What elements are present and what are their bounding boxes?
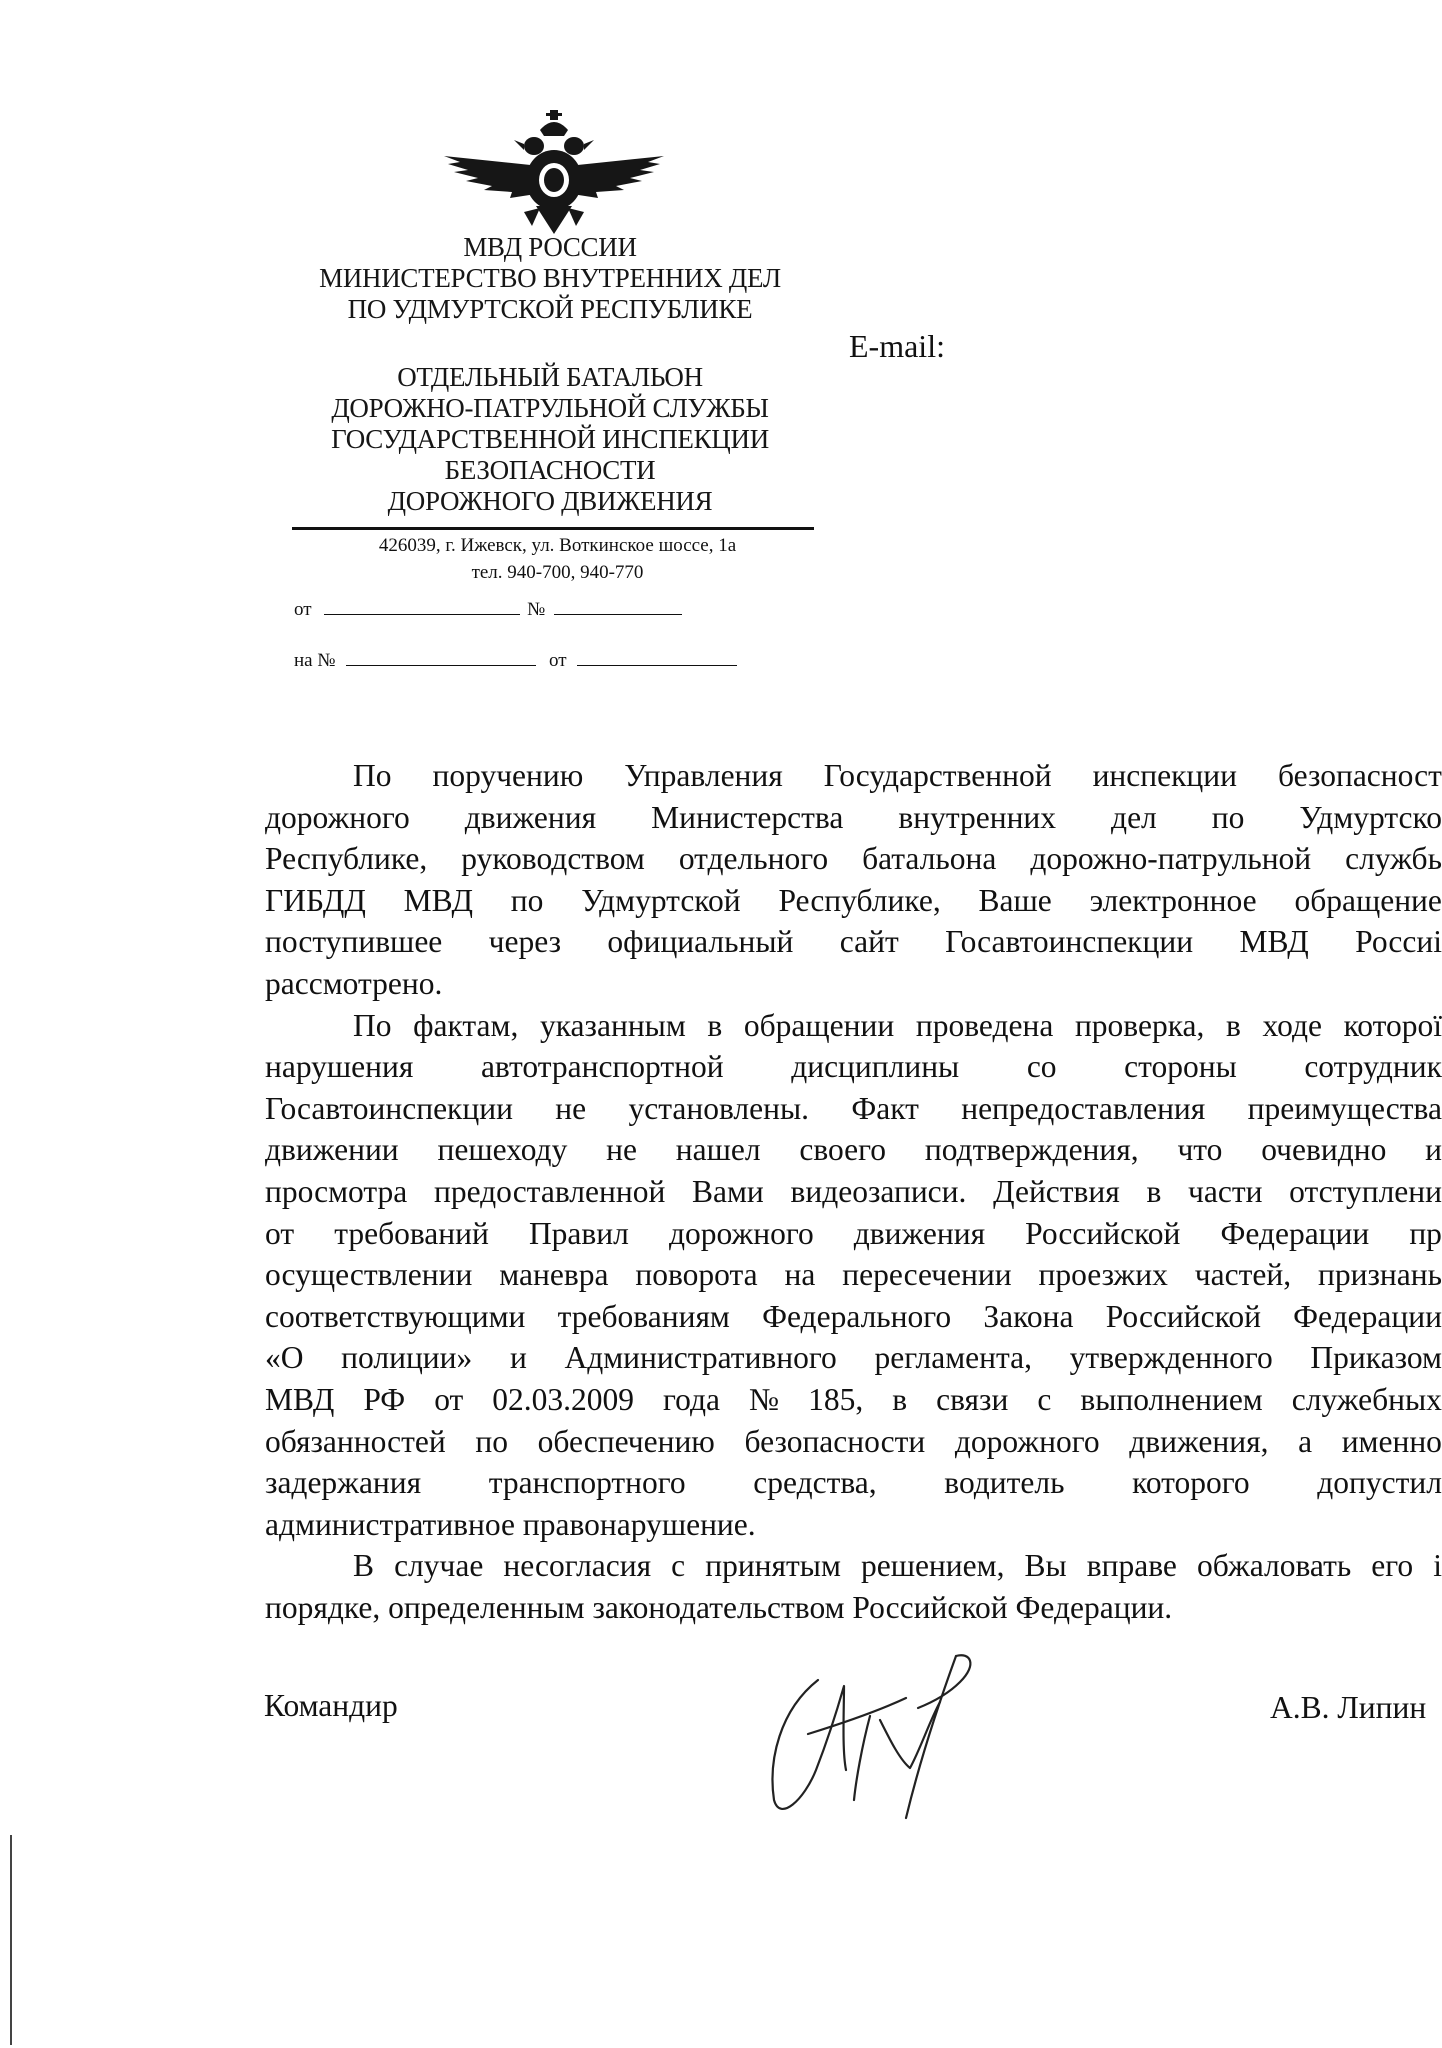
body-word: стороны <box>1124 1049 1237 1085</box>
body-line <box>265 1088 1442 1130</box>
body-word: подтверждения, <box>924 1132 1139 1168</box>
body-word: транспортного <box>488 1465 686 1501</box>
ref-on-line <box>294 647 737 673</box>
body-word: в <box>1226 1007 1241 1043</box>
body-word: с <box>671 1548 686 1584</box>
body-word: «О <box>265 1340 304 1376</box>
body-word: Закона <box>983 1298 1074 1334</box>
body-word: Удмуртско <box>1299 799 1442 835</box>
body-word: отступлени <box>1289 1173 1442 1209</box>
phone: тел. 940-700, 940-770 <box>471 562 644 583</box>
body-word: со <box>1026 1049 1057 1085</box>
body-word: требованиям <box>557 1298 730 1334</box>
body-word: проведена <box>915 1007 1054 1043</box>
body-word: Министерства <box>651 799 844 835</box>
body-line <box>265 1545 1442 1587</box>
body-word: что <box>1177 1132 1223 1168</box>
ref-on-number-label: на № <box>294 650 336 671</box>
header-line: МВД РОССИИ <box>463 232 637 262</box>
ref-on-from-label: от <box>548 650 567 671</box>
body-word: безопасност <box>1277 758 1442 793</box>
ministry-header <box>300 232 800 325</box>
body-word: Управления <box>624 758 783 793</box>
body-word: поручению <box>432 758 584 793</box>
body-word: фактам, <box>413 1007 519 1043</box>
signatory-title: Командир <box>264 1688 398 1723</box>
body-word: РФ <box>363 1381 406 1417</box>
body-line <box>265 1337 1442 1379</box>
body-word: дисциплины <box>791 1049 960 1085</box>
body-word: вправе <box>1086 1548 1177 1584</box>
body-word: Вы <box>1024 1548 1067 1584</box>
body-word: года <box>663 1381 721 1417</box>
ref-on-number-blank <box>346 647 536 666</box>
body-word: его <box>1371 1548 1414 1584</box>
body-line <box>265 1296 1442 1338</box>
header-line: МИНИСТЕРСТВО ВНУТРЕННИХ ДЕЛ <box>319 263 781 293</box>
body-line <box>265 838 1442 880</box>
ref-number-blank <box>554 596 682 615</box>
battalion-header <box>300 362 800 517</box>
body-line <box>265 1213 1442 1255</box>
body-word: Факт <box>851 1090 919 1126</box>
body-word: в <box>1146 1173 1162 1209</box>
body-line <box>265 755 1442 797</box>
body-word: По <box>353 1007 392 1043</box>
address: 426039, г. Ижевск, ул. Воткинское шоссе, 1а <box>378 535 737 556</box>
body-word: дорожно-патрульной <box>1030 841 1312 877</box>
body-word: Ваше <box>978 882 1052 918</box>
header-divider <box>292 527 814 530</box>
body-word: Вами <box>691 1173 764 1209</box>
ref-on-date-blank <box>577 647 737 666</box>
body-word: просмотра <box>265 1173 408 1209</box>
header-line: ГОСУДАРСТВЕННОЙ ИНСПЕКЦИИ <box>331 424 769 454</box>
body-word: обжаловать <box>1196 1548 1352 1584</box>
body-word: батальона <box>862 841 997 877</box>
body-word: поступившее <box>265 924 443 960</box>
body-line <box>265 921 1442 963</box>
body-word: Республике, <box>778 882 941 918</box>
body-word: и <box>509 1340 527 1376</box>
body-word: водитель <box>944 1465 1065 1501</box>
body-word: По <box>353 758 392 793</box>
body-word: нарушения <box>265 1049 414 1085</box>
letter-body <box>265 755 1442 1628</box>
body-word: обращении <box>743 1007 895 1043</box>
body-word: именно <box>1341 1423 1442 1459</box>
body-line <box>265 1462 1442 1504</box>
body-word: сайт <box>839 924 899 960</box>
body-word: Республике, <box>265 841 428 877</box>
header-line: ДОРОЖНОГО ДВИЖЕНИЯ <box>387 486 713 516</box>
body-word: Административного <box>564 1340 837 1376</box>
body-word: Российской <box>1105 1298 1261 1334</box>
body-word: выполнением <box>1080 1381 1263 1417</box>
body-word: внутренних <box>898 799 1057 835</box>
body-word: безопасности <box>744 1423 926 1459</box>
body-word: 02.03.2009 <box>492 1381 635 1417</box>
body-word: МВД <box>403 882 473 918</box>
header-line: ПО УДМУРТСКОЙ РЕСПУБЛИКЕ <box>347 294 753 324</box>
header-line: ДОРОЖНО-ПАТРУЛЬНОЙ СЛУЖБЫ <box>331 393 769 423</box>
signatory-name: А.В. Липин <box>1270 1690 1427 1725</box>
body-line <box>265 1171 1442 1213</box>
body-word: по <box>1211 799 1245 835</box>
body-line: рассмотрено. <box>265 965 443 1001</box>
body-word: решением, <box>860 1548 1005 1584</box>
body-line <box>265 1005 1442 1047</box>
body-word: допустил <box>1317 1465 1442 1501</box>
body-word: преимущества <box>1247 1090 1442 1126</box>
body-word: 185, <box>808 1381 864 1417</box>
body-word: инспекции <box>1092 758 1237 793</box>
body-word: в <box>707 1007 723 1043</box>
body-word: обеспечению <box>537 1423 715 1459</box>
body-word: непредоставления <box>961 1090 1206 1126</box>
body-word: Федерального <box>762 1298 952 1334</box>
ref-from-label: от <box>294 599 312 620</box>
body-word: средства, <box>753 1465 877 1501</box>
body-word: нашел <box>675 1132 761 1168</box>
body-word: по <box>510 882 544 918</box>
body-word: МВД <box>1239 924 1309 960</box>
body-word: Удмуртской <box>581 882 741 918</box>
body-line <box>265 1129 1442 1171</box>
body-word: регламента, <box>874 1340 1032 1376</box>
body-word: движения <box>853 1215 986 1251</box>
body-word: руководством <box>461 841 645 877</box>
body-word: сотрудник <box>1304 1049 1442 1085</box>
body-word: № <box>749 1381 780 1417</box>
body-word: утвержденного <box>1069 1340 1273 1376</box>
body-word: несогласия <box>503 1548 652 1584</box>
body-line: порядке, определенным законодательством Российской Федерации. <box>265 1589 1173 1625</box>
body-word: электронное <box>1089 882 1257 918</box>
body-word: признань <box>1318 1257 1442 1293</box>
body-line <box>265 880 1442 922</box>
body-word: маневра <box>499 1257 609 1293</box>
body-word: дорожного <box>954 1423 1100 1459</box>
body-word: принятым <box>705 1548 841 1584</box>
body-word: ходе <box>1262 1007 1322 1043</box>
body-line <box>265 1046 1442 1088</box>
body-word: а <box>1298 1423 1313 1459</box>
body-word: автотранспортной <box>480 1049 724 1085</box>
body-word: предоставленной <box>433 1173 666 1209</box>
email-label: E-mail: <box>849 328 945 364</box>
body-word: которого <box>1132 1465 1250 1501</box>
body-word: Россиі <box>1355 924 1442 960</box>
body-word: задержания <box>265 1465 422 1501</box>
body-word: движения <box>464 799 597 835</box>
body-line <box>265 797 1442 839</box>
handwritten-signature <box>760 1650 1030 1820</box>
body-word: движении <box>265 1132 399 1168</box>
ref-number-label: № <box>527 599 546 620</box>
body-word: Действия <box>993 1173 1120 1209</box>
body-word: пр <box>1409 1215 1442 1251</box>
body-word: видеозаписи. <box>790 1173 967 1209</box>
body-word: Государственной <box>823 758 1052 793</box>
body-word: Федерации <box>1293 1298 1442 1334</box>
body-word: отдельного <box>678 841 829 877</box>
body-word: на <box>784 1257 816 1293</box>
body-word: не <box>606 1132 637 1168</box>
body-word: Приказом <box>1310 1340 1442 1376</box>
body-word: дорожного <box>265 799 410 835</box>
body-word: обращение <box>1294 882 1442 918</box>
body-word: Госавтоинспекции <box>945 924 1194 960</box>
body-word: службь <box>1345 841 1442 877</box>
header-line: ОТДЕЛЬНЫЙ БАТАЛЬОН <box>397 362 703 392</box>
body-word: пешеходу <box>437 1132 568 1168</box>
body-word: своего <box>799 1132 887 1168</box>
body-word: Госавтоинспекции <box>265 1090 513 1126</box>
body-word: частей, <box>1194 1257 1292 1293</box>
body-word: дел <box>1111 799 1157 835</box>
body-word: с <box>1037 1381 1052 1417</box>
body-word: Федерации <box>1220 1215 1370 1251</box>
body-line <box>265 1254 1442 1296</box>
body-word: осуществлении <box>265 1257 473 1293</box>
body-word: Правил <box>528 1215 629 1251</box>
body-word: поворота <box>635 1257 758 1293</box>
body-word: дорожного <box>668 1215 814 1251</box>
body-word: очевидно <box>1261 1132 1387 1168</box>
body-word: МВД <box>265 1381 335 1417</box>
header-line: БЕЗОПАСНОСТИ <box>444 455 656 485</box>
body-word: которої <box>1343 1007 1442 1043</box>
body-word: в <box>892 1381 908 1417</box>
body-line: административное правонарушение. <box>265 1506 756 1542</box>
body-word: не <box>555 1090 587 1126</box>
body-word: случае <box>394 1548 484 1584</box>
body-word: требований <box>334 1215 489 1251</box>
body-word: обязанностей <box>265 1423 446 1459</box>
body-word: служебных <box>1291 1381 1442 1417</box>
body-word: пересечении <box>842 1257 1012 1293</box>
body-word: ГИБДД <box>265 882 366 918</box>
double-headed-eagle-emblem-icon <box>440 108 668 238</box>
body-word: по <box>475 1423 508 1459</box>
body-word: проезжих <box>1038 1257 1168 1293</box>
body-word: установлены. <box>628 1090 809 1126</box>
body-word: соответствующими <box>265 1298 526 1334</box>
body-line <box>265 1421 1442 1463</box>
body-word: проверка, <box>1074 1007 1205 1043</box>
header-address-block <box>300 532 815 586</box>
body-word: от <box>265 1215 295 1251</box>
body-word: движения, <box>1129 1423 1269 1459</box>
body-word: і <box>1433 1548 1442 1584</box>
ref-date-blank <box>324 596 520 615</box>
body-word: В <box>353 1548 375 1584</box>
body-word: части <box>1188 1173 1263 1209</box>
scan-edge-mark <box>10 1835 12 2045</box>
body-line <box>265 1379 1442 1421</box>
ref-from-line <box>294 596 682 622</box>
body-word: через <box>488 924 562 960</box>
body-word: связи <box>936 1381 1009 1417</box>
body-word: полиции» <box>341 1340 473 1376</box>
body-word: Российской <box>1025 1215 1181 1251</box>
body-word: официальный <box>607 924 794 960</box>
body-word: указанным <box>539 1007 686 1043</box>
body-word: и <box>1425 1132 1442 1168</box>
body-word: от <box>434 1381 464 1417</box>
